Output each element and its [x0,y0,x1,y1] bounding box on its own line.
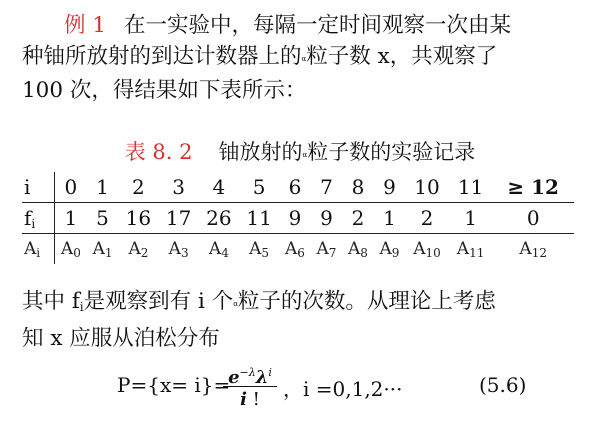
intro-line-2-pre: 种铀所放射的到达计数器上的 [22,44,302,69]
formula-num-base: e [228,367,240,388]
table-cell: 9 [374,172,406,203]
intro-line-1-text: 在一实验中，每隔一定时间观察一次由某 [124,13,512,38]
alpha-mark: α [301,55,307,63]
conclusion-line-1 [22,286,584,323]
cell-base: A [168,238,181,259]
formula-num-exp: −λ [239,366,256,379]
formula-num-lambda: λ [255,367,269,388]
conclusion-line-1-pre: 其中 f [22,289,80,314]
cell-base: A [456,238,470,259]
cell-sub: 10 [425,245,441,260]
table-cell: 1 [374,203,406,234]
cell-base: A [208,238,222,259]
table-cell [199,234,239,265]
formula-numerator [221,360,279,386]
table-cell: 16 [118,203,158,234]
table-cell: 5 [87,203,119,234]
formula-lhs: P={x= i}= [117,373,231,397]
cell-base: A [249,238,262,259]
formula-fraction [221,360,279,413]
cell-sub: 2 [140,245,149,260]
cell-base: A [379,238,392,259]
table-cell [311,234,343,265]
table-caption-post: 粒子数的实验记录 [307,140,476,164]
formula-rhs: ，i =0,1,2··· [283,377,403,401]
table-cell: 2 [342,203,374,234]
table-cell [159,234,199,265]
table-cell [279,234,311,265]
table-cell: 8 [342,172,374,203]
cell-base: A [413,238,426,259]
table-cell: 1 [449,203,493,234]
cell-sub: 9 [391,245,400,260]
cell-sub: 0 [73,245,81,260]
cell-sub: 4 [221,245,229,260]
table-cell: 17 [159,203,199,234]
equation-number: (5.6) [479,373,527,397]
formula-den-bang: ! [246,389,260,410]
table-cell [449,234,493,265]
table-cell: 1 [87,172,119,203]
intro-line-1 [22,10,584,41]
row-head-f-sub: i [31,216,36,231]
table-caption-pre: 铀放射的 [218,140,303,164]
table-cell [239,234,279,265]
table-cell: 1 [55,203,87,234]
table-cell: 6 [279,172,311,203]
poisson-formula [117,360,587,416]
conclusion-line-1-sub: i [79,300,84,314]
intro-paragraph [22,10,584,106]
row-head-f-base: f [24,205,32,230]
table-cell: 0 [492,203,574,234]
intro-line-3: 100 次，得结果如下表所示： [22,78,307,103]
alpha-particle-table [22,172,574,264]
cell-sub: 6 [297,245,305,260]
example-label: 例 1 [64,13,107,38]
cell-sub: 12 [531,245,547,260]
cell-base: A [316,238,329,259]
row-head-a-sub: i [36,245,41,260]
formula-num-lambda-exp: i [268,366,272,379]
table-cell: 2 [405,203,449,234]
table-caption [0,136,600,166]
cell-base: A [348,238,361,259]
cell-sub: 1 [104,245,113,260]
table-caption-label: 表 8. 2 [124,140,193,164]
table-cell: 4 [199,172,239,203]
table-cell [342,234,374,265]
table-row-a [22,234,574,265]
table-caption-alpha: α [302,151,308,159]
cell-sub: 7 [328,245,337,260]
table-cell: 26 [199,203,239,234]
cell-base: A [128,238,141,259]
cell-base: A [285,238,298,259]
table-cell [87,234,119,265]
intro-line-2 [22,41,584,75]
cell-sub: 11 [469,245,485,260]
table-cell: ≥ 12 [492,172,574,203]
cell-base: A [519,238,532,259]
table-cell: 5 [239,172,279,203]
table-cell: 11 [449,172,493,203]
conclusion-line-1-mid: 是观察到有 i 个 [83,289,234,314]
row-head-i: i [22,172,55,203]
table-cell [118,234,158,265]
formula-denominator [221,387,279,413]
table-cell: 10 [405,172,449,203]
table-cell: 11 [239,203,279,234]
table-cell [405,234,449,265]
cell-base: A [60,238,74,259]
table-cell [55,234,87,265]
conclusion-paragraph [22,286,584,354]
intro-line-2-post: 粒子数 x，共观察了 [306,44,498,69]
conclusion-line-2: 知 x 应服从泊松分布 [22,326,220,351]
cell-base: A [92,238,105,259]
row-head-a-base: A [24,238,37,259]
row-head-f [22,203,55,234]
conclusion-line-1-post: 粒子的次数。从理论上考虑 [237,289,496,314]
table-row-i [22,172,574,203]
table-cell: 7 [311,172,343,203]
row-head-a [22,234,55,265]
cell-sub: 5 [261,245,270,260]
cell-sub: 3 [180,245,189,260]
table-cell [374,234,406,265]
table-row-f [22,203,574,234]
table-cell: 3 [159,172,199,203]
cell-sub: 8 [360,245,368,260]
table-cell: 0 [55,172,87,203]
conclusion-alpha-mark: α [233,300,238,308]
table-cell: 9 [311,203,343,234]
table-cell: 9 [279,203,311,234]
table-cell [492,234,574,265]
formula-den-var: i [240,389,247,410]
table-cell: 2 [118,172,158,203]
